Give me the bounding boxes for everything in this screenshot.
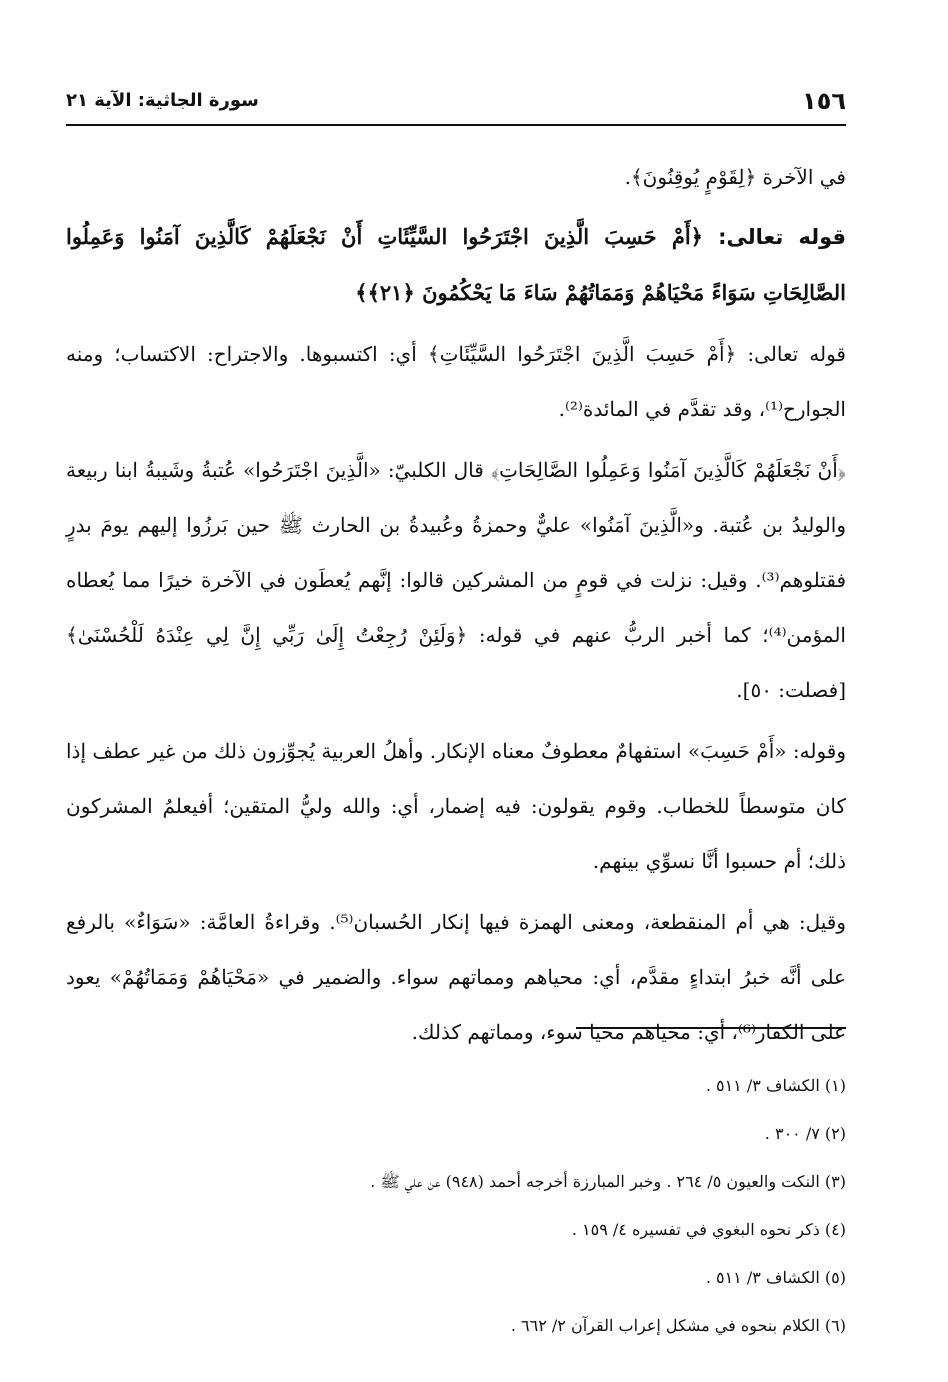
footnote-4: (٤) ذكر نحوه البغوي في تفسيره ٤/ ١٥٩ . (571, 1220, 846, 1239)
footnote-6: (٦) الكلام بنحوه في مشكل إعراب القرآن ٢/ ٦٦٢ . (510, 1316, 846, 1335)
verse-paragraph (66, 209, 846, 321)
quran-verse: ﴿أَمْ حَسِبَ الَّذِينَ اجْتَرَحُوا السَّيِّئَاتِ أَنْ نَجْعَلَهُمْ كَالَّذِينَ آمَنُوا وَعَمِلُوا الصَّالِحَاتِ سَوَاءً مَحْيَاهُمْ وَمَمَاتُهُمْ سَاءَ مَا يَحْكُمُونَ ﴿٢١﴾﴾ (66, 224, 846, 305)
paragraph-3: قوله تعالى: ﴿أَمْ حَسِبَ الَّذِينَ اجْتَرَحُوا السَّيِّئَاتِ﴾ أي: اكتسبوها. والاجتراح: الاكتساب؛ ومنه الجوارح⁽¹⁾، وقد تقدَّم في المائدة⁽²⁾. (66, 342, 846, 421)
page-header (66, 84, 846, 126)
paragraph-6: وقيل: هي أم المنقطعة، ومعنى الهمزة فيها إنكار الحُسبان⁽⁵⁾. وقراءةُ العامَّة: «سَوَاءٌ» بالرفع على أنَّه خبرُ ابتداءٍ مقدَّم، أي: محياهم ومماتهم سواء. والضمير في «مَحْيَاهُمْ وَمَمَاتُهُمْ» يعود على الكفار⁽⁶⁾، أي: محياهم محيا سوء، ومماتهم كذلك. (66, 910, 846, 1044)
footnote-divider (576, 1027, 846, 1029)
footnote-2: (٢) ٧/ ٣٠٠ . (764, 1124, 846, 1143)
running-head: سورة الجاثية: الآية ٢١ (66, 90, 259, 111)
footnote-1: (١) الكشاف ٣/ ٥١١ . (705, 1076, 846, 1095)
footnote-5: (٥) الكشاف ٣/ ٥١١ . (705, 1268, 846, 1287)
footnote-3: (٣) النكت والعيون ٥/ ٢٦٤ . وخبر المبارزة أخرجه أحمد (٩٤٨) عن علي ﷺ . (370, 1172, 846, 1191)
page-number: ١٥٦ (802, 87, 846, 115)
verse-label: قوله تعالى: (702, 225, 847, 249)
paragraph-4: ﴿أَنْ نَجْعَلَهُمْ كَالَّذِينَ آمَنُوا وَعَمِلُوا الصَّالِحَاتِ﴾ قال الكلبيّ: «الَّذِينَ اجْتَرَحُوا» عُتبةُ وشَيبةُ ابنا ربيعة والوليدُ بن عُتبة. و«الَّذِينَ آمَنُوا» عليٌّ وحمزةُ وعُبيدةُ بن الحارث ﷺ حين بَرزُوا إليهم يومَ بدرٍ فقتلوهم⁽³⁾. وقيل: نزلت في قومٍ من المشركين قالوا: إنَّهم يُعطَون في الآخرة خيرًا مما يُعطاه المؤمن⁽⁴⁾؛ كما أخبر الربُّ عنهم في قوله: ﴿وَلَئِنْ رُجِعْتُ إِلَىٰ رَبِّي إِنَّ لِي عِنْدَهُ لَلْحُسْنَىٰ﴾ [فصلت: ٥٠]. (66, 458, 846, 702)
footnotes (66, 1062, 846, 1350)
paragraph-1: في الآخرة ﴿لِقَوْمٍ يُوقِنُونَ﴾. (624, 165, 846, 189)
paragraph-5: وقوله: «أَمْ حَسِبَ» استفهامٌ معطوفٌ معناه الإنكار. وأهلُ العربية يُجوِّزون ذلك من غير عطف إذا كان متوسطاً للخطاب. وقوم يقولون: فيه إضمار، أي: والله وليُّ المتقين؛ أفيعلمُ المشركون ذلك؛ أم حسبوا أنَّا نسوِّي بينهم. (66, 739, 846, 873)
body-text (66, 150, 846, 1060)
